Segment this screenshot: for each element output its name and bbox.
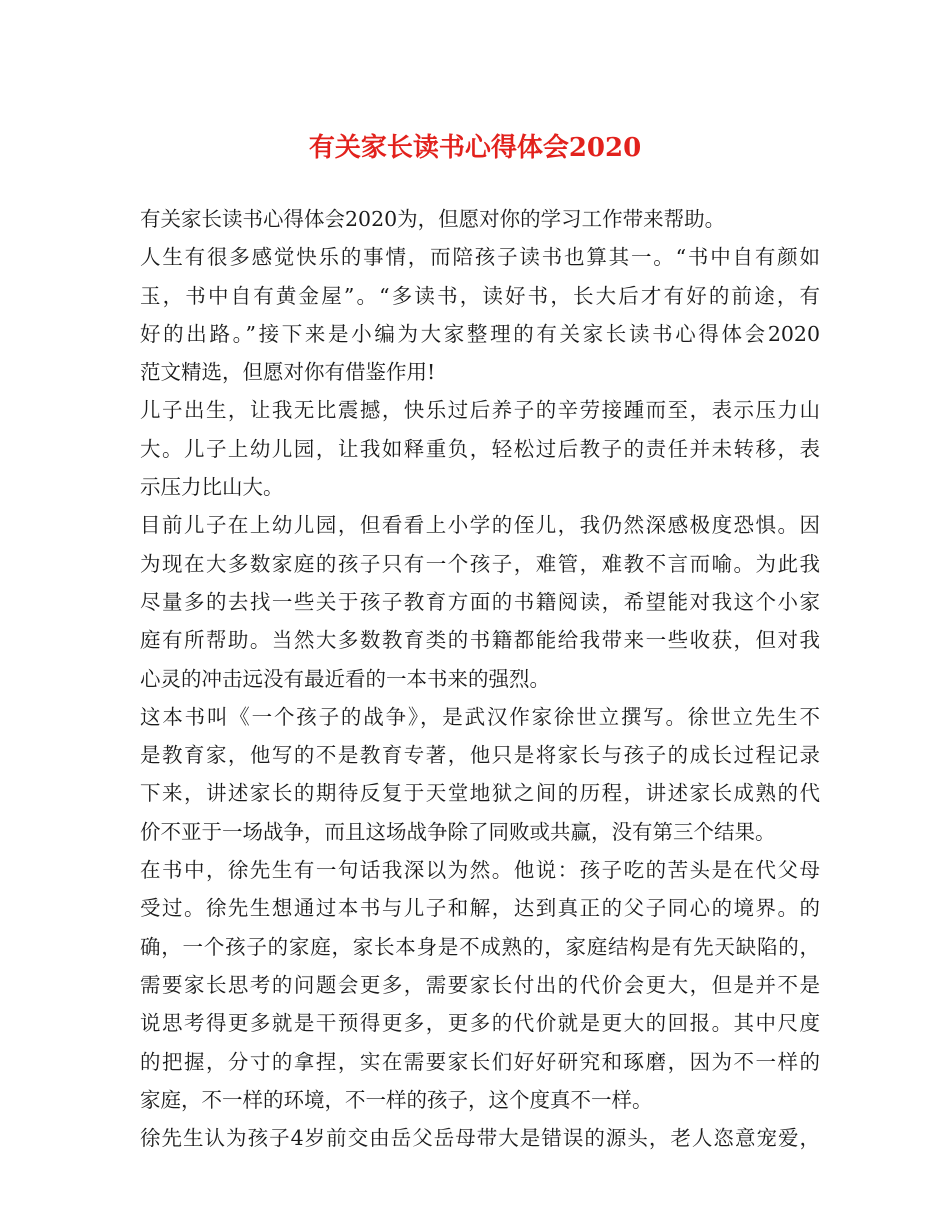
- text-line: 说思考得更多就是干预得更多，更多的代价就是更大的回报。其中尺度: [140, 1011, 820, 1036]
- text-line: 是教育家，他写的不是教育专著，他只是将家长与孩子的成长过程记录: [140, 743, 820, 768]
- text-line: 庭有所帮助。当然大多数教育类的书籍都能给我带来一些收获，但对我: [140, 628, 820, 653]
- text-line: 大。儿子上幼儿园，让我如释重负，轻松过后教子的责任并未转移，表: [140, 436, 820, 461]
- text-line: 儿子出生，让我无比震撼，快乐过后养子的辛劳接踵而至，表示压力山: [140, 398, 820, 423]
- text-line: 确，一个孩子的家庭，家长本身是不成熟的，家庭结构是有先天缺陷的，: [140, 934, 820, 959]
- text-line: 受过。徐先生想通过本书与儿子和解，达到真正的父子同心的境界。的: [140, 896, 820, 921]
- text-line: 人生有很多感觉快乐的事情，而陪孩子读书也算其一。“书中自有颜如: [140, 245, 820, 270]
- text-line: 好的出路。”接下来是小编为大家整理的有关家长读书心得体会2020: [140, 321, 820, 346]
- text-line: 心灵的冲击远没有最近看的一本书来的强烈。: [140, 666, 550, 691]
- text-line: 为现在大多数家庭的孩子只有一个孩子，难管，难教不言而喻。为此我: [140, 551, 820, 576]
- text-line: 示压力比山大。: [140, 475, 284, 500]
- text-line: 在书中，徐先生有一句话我深以为然。他说：孩子吃的苦头是在代父母: [140, 858, 820, 883]
- text-line: 玉，书中自有黄金屋”。“多读书，读好书，长大后才有好的前途，有: [140, 283, 820, 308]
- document-body: [140, 200, 820, 1157]
- text-line: 的把握，分寸的拿捏，实在需要家长们好好研究和琢磨，因为不一样的: [140, 1049, 820, 1074]
- text-line: 这本书叫《一个孩子的战争》，是武汉作家徐世立撰写。徐世立先生不: [140, 704, 820, 729]
- text-line: 价不亚于一场战争，而且这场战争除了同败或共赢，没有第三个结果。: [140, 819, 776, 844]
- text-line: 家庭，不一样的环境，不一样的孩子，这个度真不一样。: [140, 1087, 653, 1112]
- text-line: 尽量多的去找一些关于孩子教育方面的书籍阅读，希望能对我这个小家: [140, 589, 820, 614]
- text-line: 有关家长读书心得体会2020为，但愿对你的学习工作带来帮助。: [140, 207, 726, 231]
- text-line: 徐先生认为孩子4岁前交由岳父岳母带大是错误的源头，老人恣意宠爱，: [140, 1126, 820, 1151]
- document-title: 有关家长读书心得体会2020: [308, 133, 642, 163]
- text-line: 目前儿子在上幼儿园，但看看上小学的侄儿，我仍然深感极度恐惧。因: [140, 513, 820, 538]
- text-line: 下来，讲述家长的期待反复于天堂地狱之间的历程，讲述家长成熟的代: [140, 781, 820, 806]
- text-line: 范文精选，但愿对你有借鉴作用!: [140, 360, 436, 385]
- text-line: 需要家长思考的问题会更多，需要家长付出的代价会更大，但是并不是: [140, 972, 820, 997]
